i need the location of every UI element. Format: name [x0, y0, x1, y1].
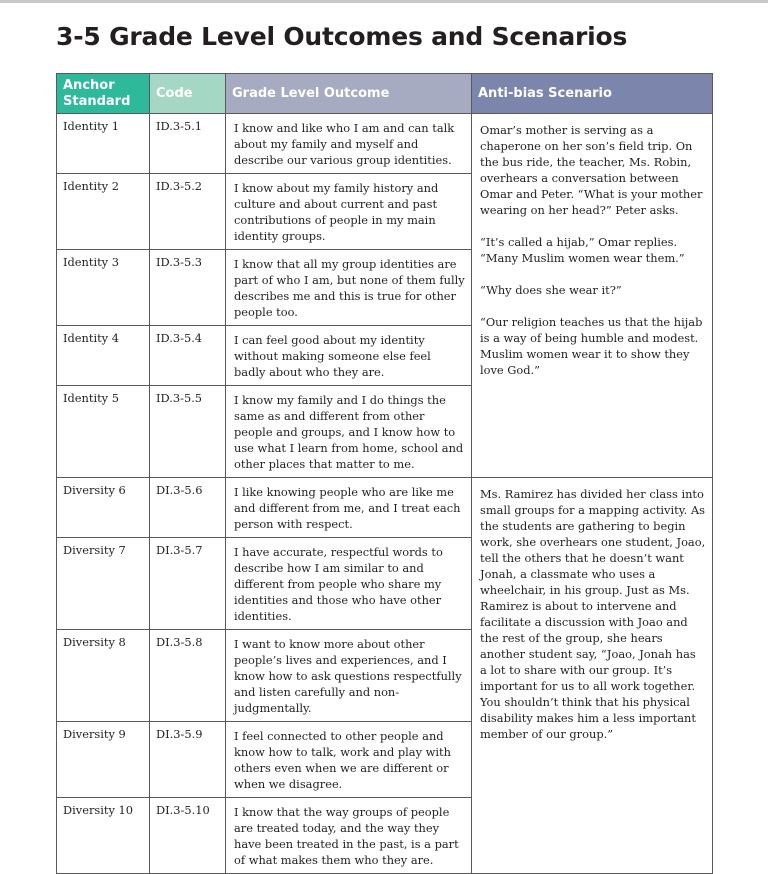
- table-row: [57, 114, 713, 174]
- code-cell: DI.3-5.10: [150, 798, 226, 874]
- outcome-cell: I can feel good about my identity without making someone else feel badly about who they are.: [226, 326, 472, 386]
- code-cell: DI.3-5.9: [150, 722, 226, 798]
- anchor-cell: Diversity 10: [57, 798, 150, 874]
- scenario-paragraph: “Why does she wear it?”: [480, 283, 622, 297]
- identity-scenario-cell: [472, 114, 713, 478]
- outcome-cell: I know that the way groups of people are treated today, and the way they have been treated in the past, is a part of what makes them who they are.: [226, 798, 472, 874]
- scenario-paragraph: Omar’s mother is serving as a chaperone on her son’s field trip. On the bus ride, the teacher, Ms. Robin, overhears a conversation between Omar and Peter. “What is your mother wearing on her head?” Peter asks.: [480, 123, 703, 217]
- code-cell: ID.3-5.2: [150, 174, 226, 250]
- anchor-cell: Diversity 9: [57, 722, 150, 798]
- outcome-cell: I know my family and I do things the same as and different from other people and groups, and I know how to use what I learn from home, school and other places that matter to me.: [226, 386, 472, 478]
- scenario-paragraph: “It’s called a hijab,” Omar replies. “Many Muslim women wear them.”: [480, 235, 685, 265]
- outcome-cell: I know that all my group identities are part of who I am, but none of them fully describes me and this is true for other people too.: [226, 250, 472, 326]
- header-row: [57, 74, 713, 114]
- anchor-cell: Identity 3: [57, 250, 150, 326]
- outcome-cell: I like knowing people who are like me and different from me, and I treat each person with respect.: [226, 478, 472, 538]
- scenario-paragraph: Ms. Ramirez has divided her class into small groups for a mapping activity. As the students are gathering to begin work, she overhears one student, Joao, tell the others that he doesn’t want Jonah, a classmate who uses a wheelchair, in his group. Just as Ms. Ramirez is about to intervene and facilitate a discussion with Joao and the rest of the group, she hears another student say, “Joao, Jonah has a lot to share with our group. It’s important for us to all work together. You shouldn’t think that his physical disability makes him a less important member of our group.”: [480, 487, 706, 741]
- anchor-cell: Identity 1: [57, 114, 150, 174]
- header-code: Code: [150, 74, 226, 114]
- code-cell: ID.3-5.3: [150, 250, 226, 326]
- code-cell: DI.3-5.7: [150, 538, 226, 630]
- header-anti-bias-scenario: Anti-bias Scenario: [472, 74, 713, 114]
- anchor-cell: Identity 5: [57, 386, 150, 478]
- diversity-scenario-cell: [472, 478, 713, 874]
- header-grade-level-outcome: Grade Level Outcome: [226, 74, 472, 114]
- outcome-cell: I know about my family history and culture and about current and past contributions of people in my main identity groups.: [226, 174, 472, 250]
- top-rule: [0, 0, 768, 3]
- scenario-paragraph: “Our religion teaches us that the hijab is a way of being humble and modest. Muslim women wear it to show they love God.”: [480, 315, 703, 377]
- table-row: [57, 478, 713, 538]
- outcome-cell: I have accurate, respectful words to describe how I am similar to and different from people who share my identities and those who have other identities.: [226, 538, 472, 630]
- anchor-cell: Diversity 7: [57, 538, 150, 630]
- outcome-cell: I know and like who I am and can talk about my family and myself and describe our various group identities.: [226, 114, 472, 174]
- code-cell: DI.3-5.8: [150, 630, 226, 722]
- anchor-cell: Diversity 6: [57, 478, 150, 538]
- header-anchor-standard: Anchor Standard: [57, 74, 150, 114]
- outcome-cell: I want to know more about other people’s lives and experiences, and I know how to ask questions respectfully and listen carefully and non-judgmentally.: [226, 630, 472, 722]
- anchor-cell: Diversity 8: [57, 630, 150, 722]
- outcomes-table: [56, 73, 713, 874]
- anchor-cell: Identity 4: [57, 326, 150, 386]
- outcome-cell: I feel connected to other people and know how to talk, work and play with others even when we are different or when we disagree.: [226, 722, 472, 798]
- code-cell: ID.3-5.5: [150, 386, 226, 478]
- code-cell: ID.3-5.1: [150, 114, 226, 174]
- page-title: 3-5 Grade Level Outcomes and Scenarios: [56, 22, 628, 51]
- code-cell: ID.3-5.4: [150, 326, 226, 386]
- code-cell: DI.3-5.6: [150, 478, 226, 538]
- anchor-cell: Identity 2: [57, 174, 150, 250]
